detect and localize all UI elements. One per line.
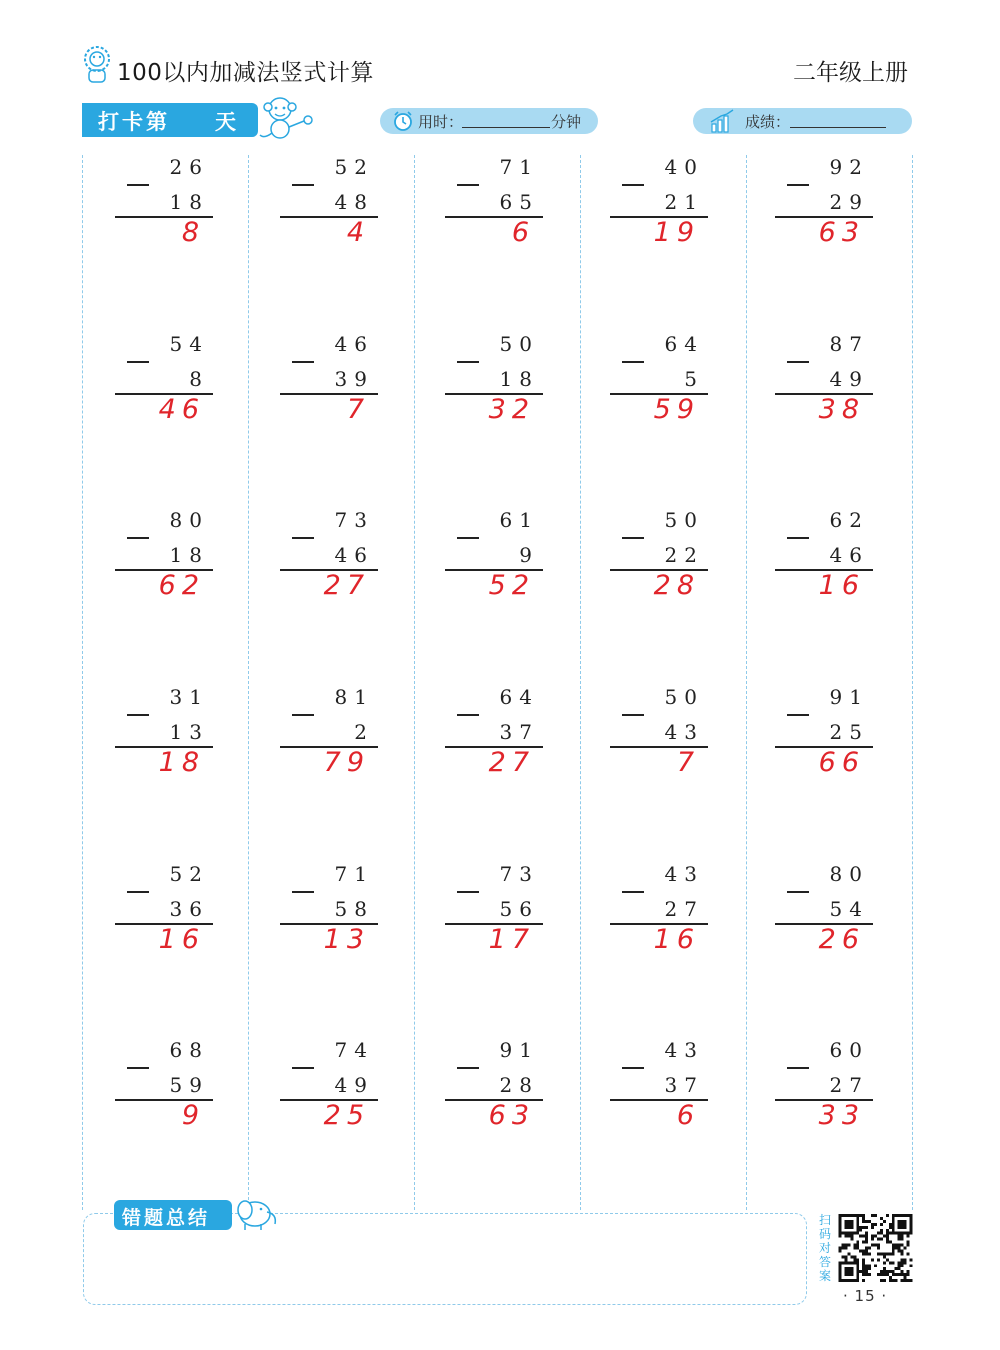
minuend: 50 (499, 332, 539, 356)
subtrahend: 36 (169, 897, 209, 921)
minuend: 71 (499, 155, 539, 179)
minuend: 26 (169, 155, 209, 179)
subtrahend: 37 (664, 1073, 704, 1097)
minus-sign (292, 184, 314, 186)
handwritten-answer[interactable]: 63 (818, 217, 865, 248)
handwritten-answer[interactable]: 28 (653, 570, 700, 601)
subtraction-problem (280, 155, 400, 275)
subtraction-problem (445, 1038, 565, 1158)
minus-sign (787, 714, 809, 716)
grid-divider (414, 155, 415, 1210)
minus-sign (622, 714, 644, 716)
handwritten-answer[interactable]: 32 (488, 394, 535, 425)
checkin-label: 打卡第 (98, 110, 170, 134)
minuend: 50 (664, 685, 704, 709)
minus-sign (127, 1067, 149, 1069)
handwritten-answer[interactable]: 33 (818, 1100, 865, 1131)
minuend: 91 (499, 1038, 539, 1062)
clock-icon (392, 110, 414, 132)
minuend: 54 (169, 332, 209, 356)
page-number: · 15 · (843, 1287, 888, 1305)
minuend: 80 (829, 862, 869, 886)
subtrahend: 28 (499, 1073, 539, 1097)
subtrahend: 48 (334, 190, 374, 214)
grid-divider (746, 155, 747, 1210)
handwritten-answer[interactable]: 62 (158, 570, 205, 601)
minus-sign (127, 184, 149, 186)
handwritten-answer[interactable]: 16 (158, 924, 205, 955)
subtrahend: 5 (684, 367, 704, 391)
minuend: 91 (829, 685, 869, 709)
score-blank[interactable] (790, 127, 886, 128)
subtraction-problem (610, 332, 730, 452)
grid-divider (82, 155, 83, 1210)
minus-sign (457, 537, 479, 539)
minus-sign (292, 361, 314, 363)
minus-sign (292, 891, 314, 893)
handwritten-answer[interactable]: 66 (818, 747, 865, 778)
subtrahend: 49 (334, 1073, 374, 1097)
subtraction-problem (610, 155, 730, 275)
subtrahend: 9 (519, 543, 539, 567)
minuend: 46 (334, 332, 374, 356)
subtrahend: 46 (334, 543, 374, 567)
handwritten-answer[interactable]: 18 (158, 747, 205, 778)
minus-sign (127, 714, 149, 716)
subtrahend: 27 (829, 1073, 869, 1097)
scan-for-answers-label: 扫码对答案 (819, 1213, 832, 1283)
monkey-icon (256, 93, 316, 141)
grade-label: 二年级上册 (793, 60, 908, 86)
handwritten-answer[interactable]: 63 (488, 1100, 535, 1131)
handwritten-answer[interactable]: 46 (158, 394, 205, 425)
subtrahend: 22 (664, 543, 704, 567)
minus-sign (787, 361, 809, 363)
minuend: 52 (334, 155, 374, 179)
subtraction-problem (280, 685, 400, 805)
handwritten-answer[interactable]: 17 (488, 924, 535, 955)
subtrahend: 37 (499, 720, 539, 744)
minuend: 73 (499, 862, 539, 886)
subtraction-problem (280, 1038, 400, 1158)
minus-sign (787, 537, 809, 539)
minuend: 87 (829, 332, 869, 356)
handwritten-answer[interactable]: 27 (488, 747, 535, 778)
subtraction-problem (775, 1038, 895, 1158)
minuend: 64 (499, 685, 539, 709)
minuend: 81 (334, 685, 374, 709)
minuend: 92 (829, 155, 869, 179)
minus-sign (787, 891, 809, 893)
subtrahend: 25 (829, 720, 869, 744)
handwritten-answer[interactable]: 6 (676, 1100, 700, 1131)
minuend: 80 (169, 508, 209, 532)
subtrahend: 18 (499, 367, 539, 391)
subtraction-problem (115, 155, 235, 275)
subtraction-problem (445, 155, 565, 275)
minus-sign (457, 184, 479, 186)
subtraction-problem (610, 862, 730, 982)
minus-sign (457, 891, 479, 893)
minus-sign (787, 1067, 809, 1069)
subtraction-problem (610, 685, 730, 805)
subtraction-problem (445, 685, 565, 805)
subtrahend: 46 (829, 543, 869, 567)
subtraction-problem (445, 862, 565, 982)
subtrahend: 43 (664, 720, 704, 744)
subtrahend: 8 (189, 367, 209, 391)
handwritten-answer[interactable]: 16 (818, 570, 865, 601)
minus-sign (127, 537, 149, 539)
minuend: 31 (169, 685, 209, 709)
handwritten-answer[interactable]: 79 (323, 747, 370, 778)
handwritten-answer[interactable]: 38 (818, 394, 865, 425)
minus-sign (292, 1067, 314, 1069)
handwritten-answer[interactable]: 8 (181, 217, 205, 248)
subtrahend: 18 (169, 190, 209, 214)
minuend: 68 (169, 1038, 209, 1062)
handwritten-answer[interactable]: 13 (323, 924, 370, 955)
time-label: 用时： (418, 113, 464, 131)
grid-divider (580, 155, 581, 1210)
subtraction-problem (115, 862, 235, 982)
handwritten-answer[interactable]: 52 (488, 570, 535, 601)
subtrahend: 2 (354, 720, 374, 744)
subtraction-problem (775, 685, 895, 805)
minuend: 61 (499, 508, 539, 532)
subtraction-problem (115, 1038, 235, 1158)
subtraction-problem (610, 508, 730, 628)
subtrahend: 58 (334, 897, 374, 921)
handwritten-answer[interactable]: 9 (181, 1100, 205, 1131)
score-label: 成绩： (745, 113, 791, 131)
subtrahend: 27 (664, 897, 704, 921)
minus-sign (622, 184, 644, 186)
handwritten-answer[interactable]: 26 (818, 924, 865, 955)
minuend: 43 (664, 1038, 704, 1062)
chart-icon (709, 108, 737, 134)
subtraction-problem (280, 332, 400, 452)
subtraction-problem (280, 508, 400, 628)
grid-divider (912, 155, 913, 1210)
minuend: 73 (334, 508, 374, 532)
minus-sign (622, 361, 644, 363)
subtrahend: 56 (499, 897, 539, 921)
subtraction-problem (775, 508, 895, 628)
time-blank[interactable] (462, 127, 550, 128)
subtraction-problem (445, 332, 565, 452)
minus-sign (787, 184, 809, 186)
handwritten-answer[interactable]: 19 (653, 217, 700, 248)
handwritten-answer[interactable]: 16 (653, 924, 700, 955)
book-title: 100以内加减法竖式计算 (117, 60, 374, 86)
subtrahend: 13 (169, 720, 209, 744)
subtraction-problem (115, 685, 235, 805)
subtraction-problem (115, 508, 235, 628)
subtraction-problem (115, 332, 235, 452)
time-unit-label: 分钟 (551, 113, 582, 131)
subtrahend: 21 (664, 190, 704, 214)
minuend: 40 (664, 155, 704, 179)
subtraction-problem (775, 155, 895, 275)
qr-code-icon[interactable] (838, 1214, 913, 1282)
subtraction-problem (775, 862, 895, 982)
handwritten-answer[interactable]: 6 (511, 217, 535, 248)
minus-sign (622, 537, 644, 539)
minuend: 74 (334, 1038, 374, 1062)
minus-sign (457, 714, 479, 716)
minuend: 50 (664, 508, 704, 532)
handwritten-answer[interactable]: 7 (676, 747, 700, 778)
subtraction-problem (775, 332, 895, 452)
minus-sign (292, 714, 314, 716)
minuend: 64 (664, 332, 704, 356)
handwritten-answer[interactable]: 25 (323, 1100, 370, 1131)
subtraction-problem (280, 862, 400, 982)
subtraction-problem (445, 508, 565, 628)
subtrahend: 39 (334, 367, 374, 391)
elephant-icon (231, 1194, 281, 1232)
minus-sign (622, 1067, 644, 1069)
minus-sign (457, 361, 479, 363)
minuend: 62 (829, 508, 869, 532)
subtrahend: 18 (169, 543, 209, 567)
minus-sign (622, 891, 644, 893)
error-summary-label: 错题总结 (122, 1207, 211, 1229)
handwritten-answer[interactable]: 27 (323, 570, 370, 601)
subtrahend: 65 (499, 190, 539, 214)
handwritten-answer[interactable]: 7 (346, 394, 370, 425)
subtraction-problem (610, 1038, 730, 1158)
minus-sign (127, 891, 149, 893)
subtrahend: 49 (829, 367, 869, 391)
subtrahend: 29 (829, 190, 869, 214)
grid-divider (248, 155, 249, 1210)
subtrahend: 54 (829, 897, 869, 921)
minus-sign (292, 537, 314, 539)
subtrahend: 59 (169, 1073, 209, 1097)
lion-logo-icon (80, 44, 114, 84)
minuend: 43 (664, 862, 704, 886)
checkin-day-label: 天 (215, 110, 236, 134)
minus-sign (127, 361, 149, 363)
minus-sign (457, 1067, 479, 1069)
handwritten-answer[interactable]: 4 (346, 217, 370, 248)
minuend: 52 (169, 862, 209, 886)
minuend: 71 (334, 862, 374, 886)
handwritten-answer[interactable]: 59 (653, 394, 700, 425)
minuend: 60 (829, 1038, 869, 1062)
